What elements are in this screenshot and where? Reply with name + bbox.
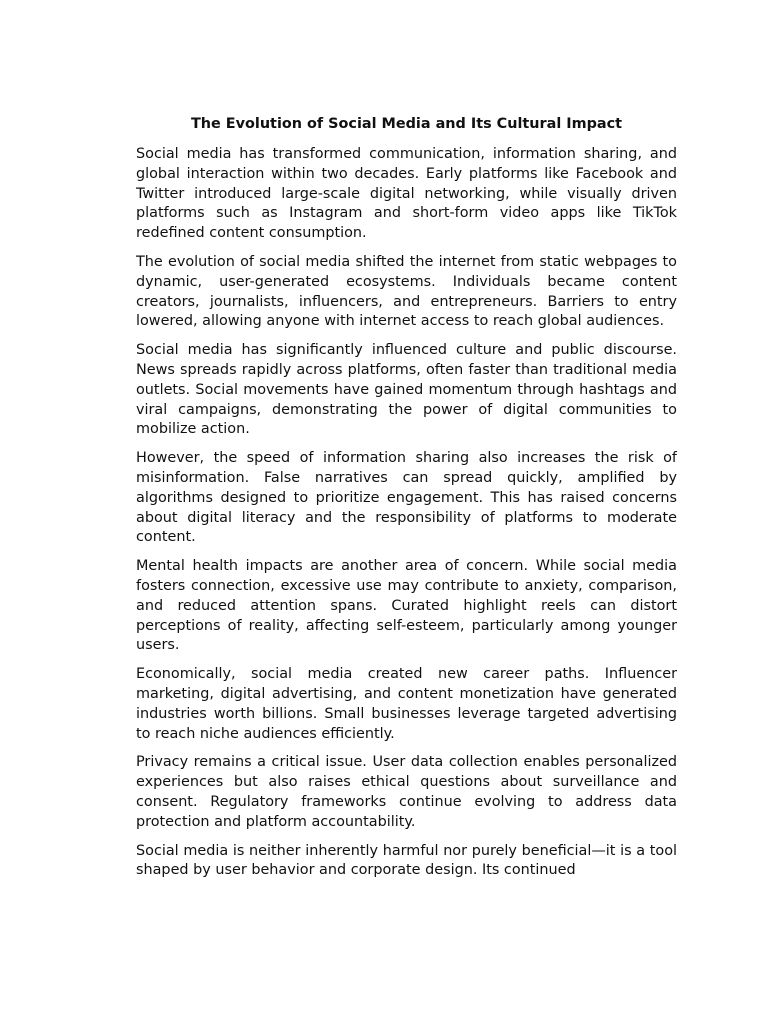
document-title: The Evolution of Social Media and Its Cultural Impact [190,116,623,132]
document-page [136,113,677,903]
paragraph-4: However, the speed of information sharing also increases the risk of misinformation. False narratives can spread quickly, amplified by algorithms designed to prioritize engagement. This has raised concerns about digital literacy and the responsibility of platforms to moderate content. [136,450,677,546]
paragraph-5: Mental health impacts are another area of concern. While social media fosters connection, excessive use may contribute to anxiety, comparison, and reduced attention spans. Curated highlight reels can distort perceptions of reality, affecting self-esteem, particularly among younger users. [136,558,677,654]
paragraph-8: Social media is neither inherently harmful nor purely beneficial—it is a tool shaped by user behavior and corporate design. Its continued [136,842,677,879]
paragraph-1: Social media has transformed communication, information sharing, and global interaction within two decades. Early platforms like Facebook and Twitter introduced large-scale digital networking, while visually driven platforms such as Instagram and short-form video apps like TikTok redefined content consumption. [136,146,677,242]
paragraph-7: Privacy remains a critical issue. User data collection enables personalized experiences but also raises ethical questions about surveillance and consent. Regulatory frameworks continue evolving to address data protection and platform accountability. [136,754,677,830]
paragraph-3: Social media has significantly influenced culture and public discourse. News spreads rapidly across platforms, often faster than traditional media outlets. Social movements have gained momentum through hashtags and viral campaigns, demonstrating the power of digital communities to mobilize action. [136,342,677,438]
paragraph-2: The evolution of social media shifted the internet from static webpages to dynamic, user-generated ecosystems. Individuals became content creators, journalists, influencers, and entrepreneurs. Barriers to entry lowered, allowing anyone with internet access to reach global audiences. [136,253,677,330]
paragraph-6: Economically, social media created new career paths. Influencer marketing, digital advertising, and content monetization have generated industries worth billions. Small businesses leverage targeted advertising to reach niche audiences efficiently. [136,666,677,742]
